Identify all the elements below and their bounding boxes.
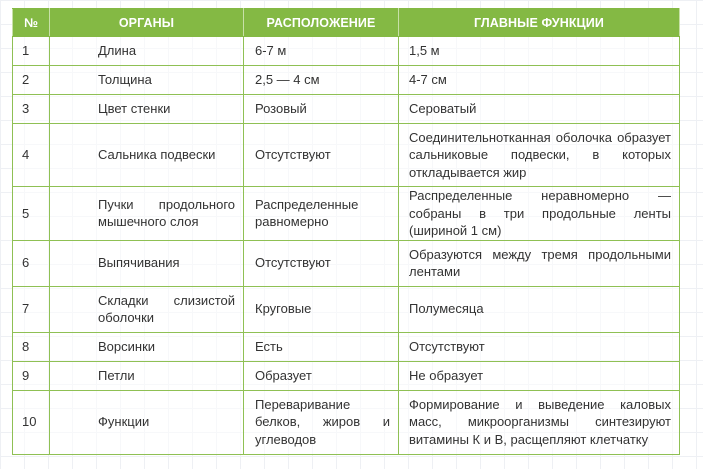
cell-organ: Сальника подвески bbox=[50, 124, 244, 187]
table-header bbox=[13, 9, 680, 37]
cell-organ: Складки слизистой оболочки bbox=[50, 286, 244, 332]
table-row bbox=[13, 332, 680, 361]
cell-functions: Формирование и выведение каловых масс, микроорганизмы синтезируют витамины К и В, расщепляют клетчатку bbox=[399, 390, 680, 454]
cell-location: Круговые bbox=[244, 286, 399, 332]
cell-organ: Ворсинки bbox=[50, 332, 244, 361]
cell-functions: Образуются между тремя продольными лентами bbox=[399, 240, 680, 286]
cell-location: Распределенные равномерно bbox=[244, 187, 399, 241]
cell-num: 9 bbox=[13, 361, 50, 390]
table-row bbox=[13, 240, 680, 286]
header-organ: ОРГАНЫ bbox=[50, 9, 244, 37]
cell-functions: Сероватый bbox=[399, 95, 680, 124]
table-row bbox=[13, 124, 680, 187]
header-location: РАСПОЛОЖЕНИЕ bbox=[244, 9, 399, 37]
cell-functions: 1,5 м bbox=[399, 37, 680, 66]
cell-organ: Функции bbox=[50, 390, 244, 454]
header-num: № bbox=[13, 9, 50, 37]
cell-location: Розовый bbox=[244, 95, 399, 124]
cell-organ: Толщина bbox=[50, 66, 244, 95]
cell-location: 6-7 м bbox=[244, 37, 399, 66]
cell-organ: Выпячивания bbox=[50, 240, 244, 286]
table-row bbox=[13, 286, 680, 332]
table-row bbox=[13, 361, 680, 390]
cell-location: Отсутствуют bbox=[244, 124, 399, 187]
table-body bbox=[13, 37, 680, 455]
cell-functions: Отсутствуют bbox=[399, 332, 680, 361]
cell-functions: Соединительнотканная оболочка образует сальниковые подвески, в которых откладывается жир bbox=[399, 124, 680, 187]
cell-functions: Распределенные неравномерно — собраны в три продольные ленты (шириной 1 см) bbox=[399, 187, 680, 241]
cell-num: 6 bbox=[13, 240, 50, 286]
cell-location: 2,5 — 4 см bbox=[244, 66, 399, 95]
table-row bbox=[13, 66, 680, 95]
cell-organ: Пучки продольного мышечного слоя bbox=[50, 187, 244, 241]
cell-location: Образует bbox=[244, 361, 399, 390]
cell-num: 4 bbox=[13, 124, 50, 187]
comparison-table bbox=[12, 8, 680, 455]
cell-num: 10 bbox=[13, 390, 50, 454]
cell-num: 3 bbox=[13, 95, 50, 124]
cell-num: 2 bbox=[13, 66, 50, 95]
cell-num: 8 bbox=[13, 332, 50, 361]
cell-num: 5 bbox=[13, 187, 50, 241]
cell-location: Отсутствуют bbox=[244, 240, 399, 286]
table-row bbox=[13, 95, 680, 124]
table-row bbox=[13, 37, 680, 66]
cell-location: Переваривание белков, жиров и углеводов bbox=[244, 390, 399, 454]
cell-functions: Полумесяца bbox=[399, 286, 680, 332]
table-row bbox=[13, 390, 680, 454]
cell-num: 1 bbox=[13, 37, 50, 66]
cell-functions: Не образует bbox=[399, 361, 680, 390]
cell-num: 7 bbox=[13, 286, 50, 332]
cell-organ: Петли bbox=[50, 361, 244, 390]
table-row bbox=[13, 187, 680, 241]
cell-organ: Цвет стенки bbox=[50, 95, 244, 124]
cell-location: Есть bbox=[244, 332, 399, 361]
cell-functions: 4-7 см bbox=[399, 66, 680, 95]
header-functions: ГЛАВНЫЕ ФУНКЦИИ bbox=[399, 9, 680, 37]
cell-organ: Длина bbox=[50, 37, 244, 66]
